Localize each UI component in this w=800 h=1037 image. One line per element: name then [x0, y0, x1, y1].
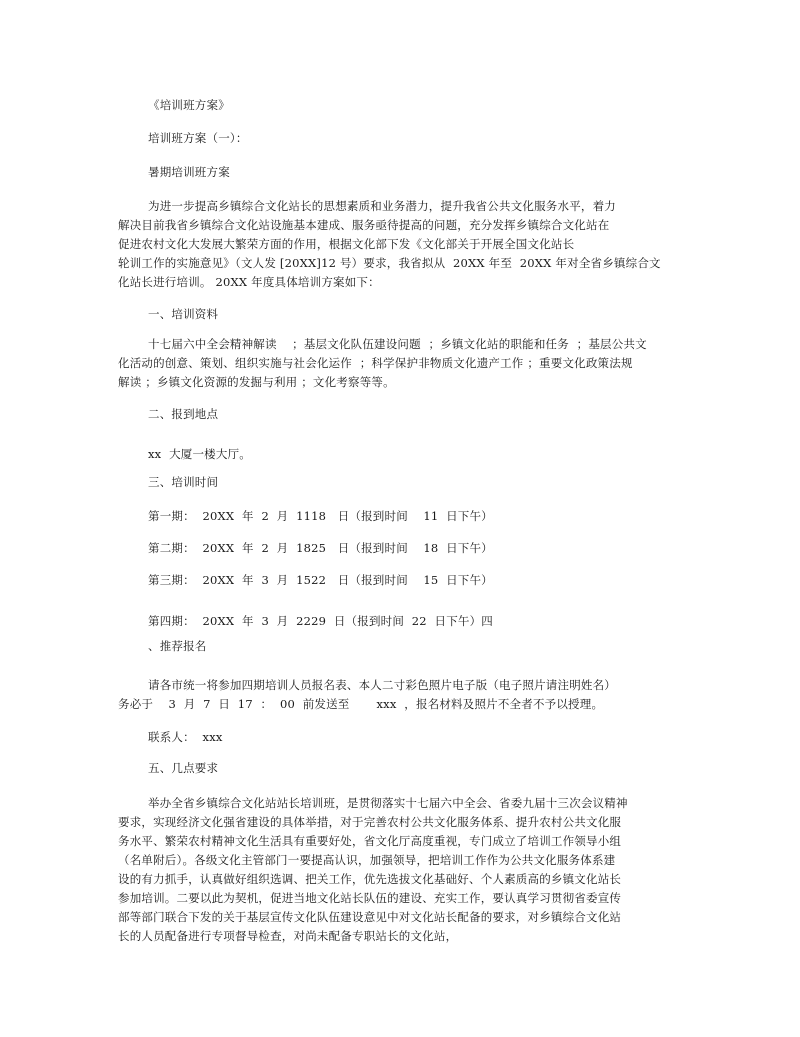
document-title: 《培训班方案》 — [148, 98, 230, 112]
paragraph-line: 长的人员配备进行专项督导检查，对尚未配备专职站长的文化站， — [118, 929, 458, 943]
period-line: 第四期： 20XX 年 3 月 2229 日（报到时间 22 日下午）四 — [148, 614, 494, 628]
contact-line: 联系人： xxx — [148, 730, 223, 744]
paragraph-line: 请各市统一将参加四期培训人员报名表、本人二寸彩色照片电子版（电子照片请注明姓名） — [148, 678, 616, 692]
paragraph-line: 要求，实现经济文化强省建设的具体举措，对于完善农村公共文化服务体系、提升农村公共文化服 — [118, 815, 622, 829]
paragraph-line: （名单附后）。各级文化主管部门一要提高认识，加强领导，把培训工作作为公共文化服务体系建 — [118, 853, 616, 867]
paragraph-line: 务必于 3 月 7 日 17 ： 00 前发送至 xxx ，报名材料及照片不全者不予以授理。 — [118, 697, 604, 711]
paragraph-line: 为进一步提高乡镇综合文化站长的思想素质和业务潜力，提升我省公共文化服务水平，着力 — [148, 199, 616, 213]
paragraph-line: 部等部门联合下发的关于基层宣传文化队伍建设意见中对文化站长配备的要求，对乡镇综合文化站 — [118, 910, 622, 924]
paragraph-line: 务水平、繁荣农村精神文化生活具有重要好处，省文化厅高度重视，专门成立了培训工作领导小组 — [118, 834, 622, 848]
paragraph-line: 举办全省乡镇综合文化站站长培训班，是贯彻落实十七届六中全会、省委九届十三次会议精神 — [148, 796, 628, 810]
section-4-title: 、推荐报名 — [148, 639, 207, 653]
section-1-title: 一、培训资料 — [148, 307, 219, 321]
paragraph-line: 参加培训。二要以此为契机，促进当地文化站长队伍的建设、充实工作，要认真学习贯彻省委宣传 — [118, 891, 622, 905]
paragraph-line: 化站长进行培训。 20XX 年度具体培训方案如下： — [118, 275, 380, 289]
paragraph-line: 十七届六中全会精神解读 ；基层文化队伍建设问题 ；乡镇文化站的职能和任务 ；基层公共文 — [148, 337, 647, 351]
document-subtitle: 培训班方案（一）： — [148, 131, 248, 145]
document-heading: 暑期培训班方案 — [148, 165, 230, 179]
section-3-title: 三、培训时间 — [148, 475, 219, 489]
paragraph-line: 解决目前我省乡镇综合文化站设施基本建成、服务亟待提高的问题，充分发挥乡镇综合文化站在 — [118, 218, 610, 232]
paragraph-line: 轮训工作的实施意见》（文人发 [20XX]12 号）要求，我省拟从 20XX 年至 20XX 年对全省乡镇综合文 — [118, 256, 661, 270]
paragraph-line: 设的有力抓手，认真做好组织选调、把关工作，优先选拔文化基础好、个人素质高的乡镇文化站长 — [118, 872, 622, 886]
paragraph-line: 解读 ；乡镇文化资源的发掘与利用 ；文化考察等等。 — [118, 375, 395, 389]
paragraph-line: 促进农村文化大发展大繁荣方面的作用，根据文化部下发《文化部关于开展全国文化站长 — [118, 237, 575, 251]
period-line: 第三期： 20XX 年 3 月 1522 日（报到时间 15 日下午） — [148, 573, 493, 587]
section-5-title: 五、几点要求 — [148, 761, 219, 775]
section-2-title: 二、报到地点 — [148, 407, 219, 421]
section-2-text: xx 大厦一楼大厅。 — [148, 447, 251, 461]
period-line: 第一期： 20XX 年 2 月 1118 日（报到时间 11 日下午） — [148, 509, 493, 523]
period-line: 第二期： 20XX 年 2 月 1825 日（报到时间 18 日下午） — [148, 541, 493, 555]
paragraph-line: 化活动的创意、策划、组织实施与社会化运作 ；科学保护非物质文化遗产工作 ；重要文化政策法规 — [118, 356, 633, 370]
